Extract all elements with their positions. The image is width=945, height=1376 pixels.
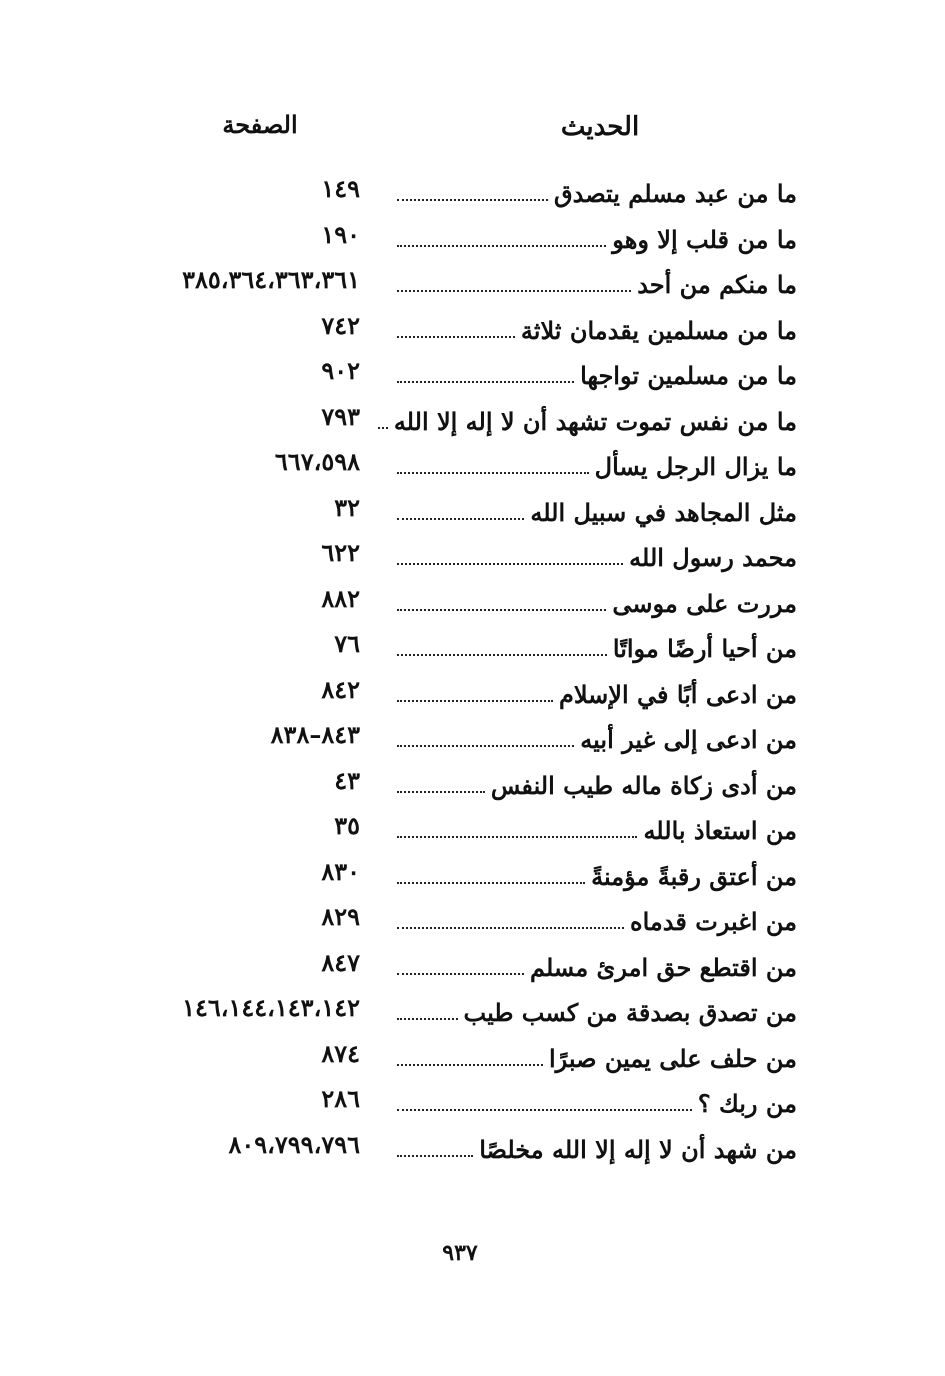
page-numbers: ٧٤٢ <box>321 310 360 340</box>
hadith-text: مثل المجاهد في سبيل الله <box>524 498 797 528</box>
page-numbers: ٣٨٥،٣٦٤،٣٦٣،٣٦١ <box>182 265 360 294</box>
list-item <box>0 622 945 668</box>
hadith-text: من ربك ؟ <box>692 1089 797 1119</box>
hadith-entry <box>397 494 797 528</box>
list-item <box>0 213 945 259</box>
leader-dots <box>397 517 524 520</box>
hadith-entry <box>393 403 797 437</box>
page-numbers: ٨٤٧ <box>321 947 360 977</box>
hadith-text: ما من مسلمين تواجها <box>574 361 797 391</box>
hadith-text: ما منكم من أحد <box>631 270 797 300</box>
leader-dots <box>397 790 485 793</box>
hadith-text: مررت على موسى <box>606 589 797 619</box>
page-numbers: ٤٣ <box>334 765 360 795</box>
page-numbers: ٣٢ <box>334 492 360 522</box>
hadith-entry <box>397 676 797 710</box>
page-numbers: ٨٤٢ <box>321 674 360 704</box>
list-item <box>0 1077 945 1123</box>
hadith-text: من ادعى أبًا في الإسلام <box>553 680 797 710</box>
page-number: ٩٣٧ <box>442 1240 478 1266</box>
hadith-text: من أدى زكاة ماله طيب النفس <box>485 771 797 801</box>
hadith-text: ما من نفس تموت تشهد أن لا إله إلا الله <box>388 407 797 437</box>
leader-dots <box>397 198 548 201</box>
leader-dots <box>397 835 637 838</box>
hadith-entry <box>397 994 797 1028</box>
hadith-entry <box>397 1085 797 1119</box>
page-numbers: ٣٥ <box>334 811 360 840</box>
list-item <box>0 986 945 1032</box>
hadith-entry <box>397 175 797 209</box>
leader-dots <box>397 926 624 929</box>
leader-dots <box>397 1017 458 1020</box>
hadith-text: ما من عبد مسلم يتصدق <box>548 179 797 209</box>
hadith-text: من اغبرت قدماه <box>624 907 797 937</box>
hadith-entry <box>397 221 797 255</box>
leader-dots <box>397 608 606 611</box>
page-numbers: ٨٣٠ <box>321 856 360 886</box>
hadith-text: من شهد أن لا إله إلا الله مخلصًا <box>473 1135 797 1165</box>
list-item <box>0 486 945 532</box>
hadith-entry <box>397 539 797 573</box>
hadith-entry <box>397 1131 797 1165</box>
list-item <box>0 804 945 850</box>
hadith-text: من أحيا أرضًا مواتًا <box>607 634 797 664</box>
list-item <box>0 440 945 486</box>
list-item <box>0 895 945 941</box>
page-numbers: ٦٢٢ <box>321 538 360 567</box>
list-item <box>0 713 945 759</box>
page-numbers: ٦٦٧،٥٩٨ <box>274 447 360 476</box>
hadith-text: من أعتق رقبةً مؤمنةً <box>585 862 797 892</box>
hadith-text: ما من قلب إلا وهو <box>606 225 797 255</box>
list-item <box>0 668 945 714</box>
leader-dots <box>397 972 524 975</box>
hadith-entry <box>397 767 797 801</box>
page-numbers: ١٤٦،١٤٤،١٤٣،١٤٢ <box>182 993 360 1022</box>
list-item <box>0 1123 945 1169</box>
hadith-entry <box>397 630 797 664</box>
leader-dots <box>397 244 606 247</box>
hadith-entry <box>397 266 797 300</box>
list-item <box>0 1032 945 1078</box>
list-item <box>0 941 945 987</box>
leader-dots <box>397 699 553 702</box>
hadith-entry <box>397 903 797 937</box>
list-item <box>0 167 945 213</box>
leader-dots <box>397 562 623 565</box>
page-numbers: ١٤٩ <box>321 174 360 203</box>
list-item <box>0 395 945 441</box>
page-numbers: ٧٩٣ <box>321 401 360 431</box>
list-item <box>0 531 945 577</box>
hadith-entry <box>397 949 797 983</box>
leader-dots <box>397 1108 692 1111</box>
page-numbers: ٨٠٩،٧٩٩،٧٩٦ <box>228 1129 360 1159</box>
page-numbers: ٧٦ <box>334 629 360 658</box>
list-item <box>0 304 945 350</box>
list-item <box>0 759 945 805</box>
hadith-text: محمد رسول الله <box>623 543 797 573</box>
hadith-text: من ادعى إلى غير أبيه <box>574 725 797 755</box>
leader-dots <box>397 881 585 884</box>
page-numbers: ٢٨٦ <box>321 1084 360 1113</box>
column-header-hadith: الحديث <box>560 112 640 142</box>
leader-dots <box>397 1063 543 1066</box>
list-item <box>0 850 945 896</box>
hadith-entry <box>397 721 797 755</box>
index-list <box>0 167 945 1168</box>
page-numbers: ٨٢٩ <box>321 902 360 931</box>
hadith-text: من حلف على يمين صبرًا <box>543 1044 797 1074</box>
leader-dots <box>397 335 515 338</box>
hadith-entry <box>397 357 797 391</box>
page-numbers: ١٩٠ <box>321 219 360 249</box>
list-item <box>0 258 945 304</box>
hadith-text: من تصدق بصدقة من كسب طيب <box>458 998 797 1028</box>
leader-dots <box>397 653 607 656</box>
hadith-text: ما من مسلمين يقدمان ثلاثة <box>515 316 797 346</box>
leader-dots <box>378 426 388 429</box>
page-numbers: ٩٠٢ <box>321 356 360 385</box>
hadith-text: من استعاذ بالله <box>637 816 797 846</box>
hadith-entry <box>397 812 797 846</box>
list-item <box>0 349 945 395</box>
leader-dots <box>397 744 574 747</box>
hadith-entry <box>397 585 797 619</box>
page-numbers: ٨٨٢ <box>321 583 360 613</box>
hadith-text: ما يزال الرجل يسأل <box>589 452 797 482</box>
leader-dots <box>397 380 574 383</box>
leader-dots <box>397 471 589 474</box>
hadith-entry <box>397 312 797 346</box>
hadith-entry <box>397 858 797 892</box>
hadith-entry <box>397 448 797 482</box>
hadith-text: من اقتطع حق امرئ مسلم <box>524 953 797 983</box>
hadith-entry <box>397 1040 797 1074</box>
page-numbers: ٨٤٣–٨٣٨ <box>270 720 360 749</box>
column-header-page: الصفحة <box>222 110 298 139</box>
list-item <box>0 577 945 623</box>
leader-dots <box>397 289 631 292</box>
leader-dots <box>397 1154 473 1157</box>
page-numbers: ٨٧٤ <box>321 1038 360 1068</box>
